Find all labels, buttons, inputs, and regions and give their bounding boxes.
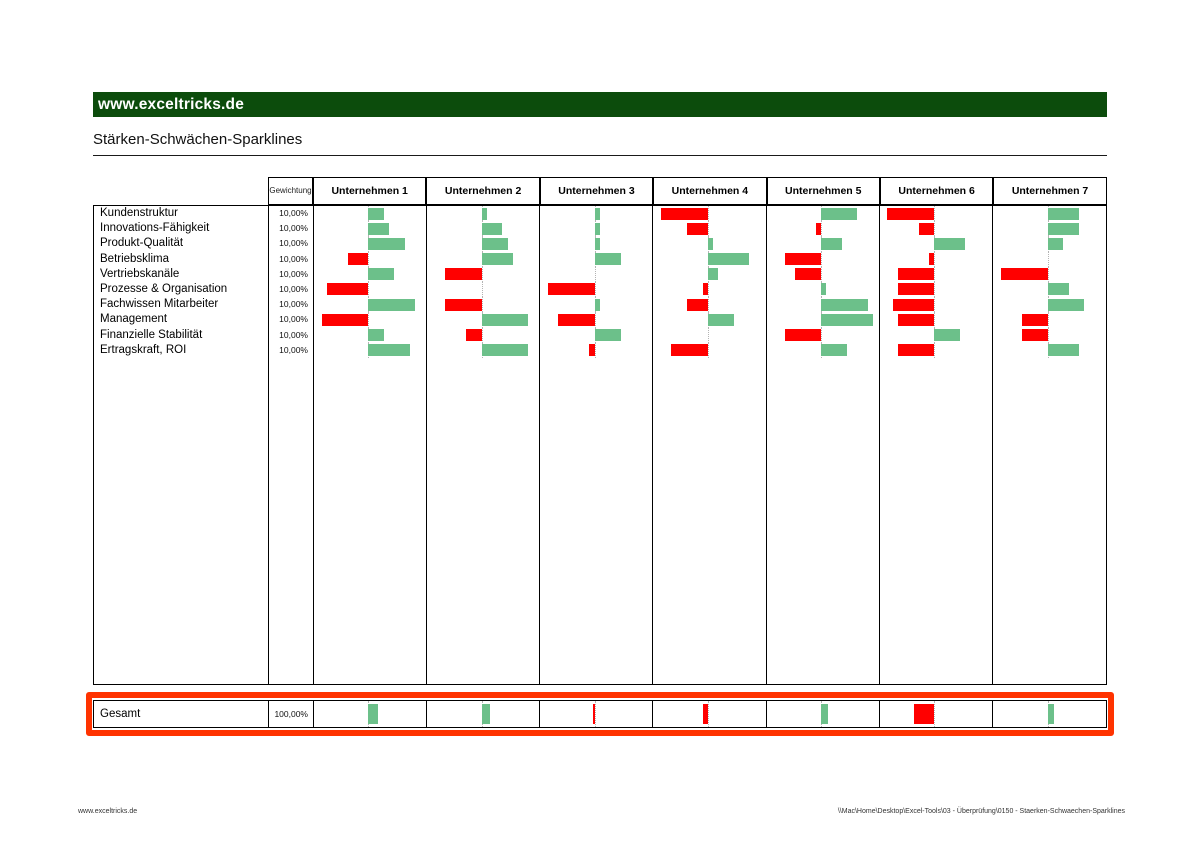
sparkline-cell [540,282,653,297]
sparkline-cell [653,282,766,297]
sparkline-bar [368,208,384,220]
page-title: Stärken-Schwächen-Sparklines [93,131,303,148]
row-label: Fachwissen Mitarbeiter [94,297,269,312]
sparkline-bar [816,223,821,235]
site-banner [93,92,1107,117]
sparkline-cell [314,252,427,267]
sparkline-cell [314,701,427,727]
sparkline-cell [314,297,427,312]
sparkline-bar [708,253,750,265]
sparkline-bar [1048,344,1079,356]
sparkline-bar [703,704,708,724]
filler-cell [653,358,766,684]
axis-line [934,206,935,221]
sparkline-cell [427,312,540,327]
axis-line [708,206,709,221]
sparkline-cell [993,282,1106,297]
row-weight: 10,00% [269,221,314,236]
weight-column-header: Gewichtung [268,177,313,205]
company-header: Unternehmen 4 [653,177,766,205]
sparkline-bar [1048,208,1079,220]
sparkline-cell [880,282,993,297]
sparkline-bar [934,329,960,341]
sparkline-cell [427,236,540,251]
sparkline-bar [821,208,857,220]
sparkline-cell [653,297,766,312]
sparkline-cell [427,328,540,343]
row-weight: 10,00% [269,267,314,282]
sparkline-cell [767,701,880,727]
sparkline-bar [898,268,934,280]
filler-cell [767,358,880,684]
axis-line [821,252,822,267]
axis-line [708,701,709,727]
sparkline-bar [785,329,821,341]
sparkline-bar [898,283,934,295]
sparkline-cell [880,701,993,727]
sparkline-cell [427,206,540,221]
sparkline-bar [466,329,482,341]
sparkline-cell [427,701,540,727]
row-label: Prozesse & Organisation [94,282,269,297]
sparkline-cell [540,252,653,267]
sparkline-bar [368,268,394,280]
sparkline-bar [595,253,621,265]
sparkline-bar [548,283,595,295]
axis-line [934,343,935,358]
sparkline-cell [993,252,1106,267]
sparkline-cell [880,328,993,343]
sparkline-cell [427,343,540,358]
sparkline-bar [482,223,503,235]
axis-line [708,297,709,312]
sparkline-cell [880,221,993,236]
row-label: Management [94,312,269,327]
sparkline-bar [595,223,600,235]
axis-line [1048,328,1049,343]
table-header-row [268,177,1107,205]
sparkline-cell [427,282,540,297]
title-underline [93,155,1107,156]
axis-line [934,221,935,236]
row-weight: 10,00% [269,206,314,221]
filler-cell [269,358,314,684]
sparkline-cell [540,701,653,727]
sparkline-cell [653,343,766,358]
total-label: Gesamt [94,701,269,727]
sparkline-bar [687,223,708,235]
sparkline-cell [540,328,653,343]
sparkline-bar [558,314,594,326]
sparkline-bar [348,253,369,265]
sparkline-bar [482,238,508,250]
sparkline-cell [767,221,880,236]
sparkline-table [93,205,1107,685]
axis-line [934,267,935,282]
sparkline-cell [993,206,1106,221]
sparkline-bar [795,268,821,280]
sparkline-cell [314,267,427,282]
sparkline-cell [880,312,993,327]
sparkline-bar [821,238,842,250]
sparkline-bar [589,344,594,356]
filler-cell [94,358,269,684]
sparkline-bar [821,283,826,295]
sparkline-bar [368,704,377,724]
sparkline-cell [540,267,653,282]
sparkline-bar [322,314,369,326]
filler-cell [427,358,540,684]
company-header: Unternehmen 2 [426,177,539,205]
sparkline-cell [427,221,540,236]
axis-line [1048,252,1049,267]
sparkline-bar [687,299,708,311]
sparkline-cell [993,297,1106,312]
sparkline-cell [993,221,1106,236]
row-label: Ertragskraft, ROI [94,343,269,358]
axis-line [821,221,822,236]
row-weight: 10,00% [269,312,314,327]
axis-line [708,343,709,358]
axis-line [708,328,709,343]
sparkline-bar [327,283,369,295]
sparkline-bar [785,253,821,265]
sparkline-cell [993,312,1106,327]
sparkline-cell [767,206,880,221]
sparkline-bar [1048,299,1084,311]
axis-line [368,312,369,327]
row-label: Produkt-Qualität [94,236,269,251]
sparkline-bar [1048,283,1069,295]
sparkline-cell [767,236,880,251]
axis-line [821,328,822,343]
axis-line [708,282,709,297]
axis-line [368,252,369,267]
axis-line [821,267,822,282]
row-weight: 10,00% [269,328,314,343]
sparkline-cell [767,328,880,343]
sparkline-bar [914,704,934,724]
footer-left-text: www.exceltricks.de [78,808,138,815]
axis-line [1048,267,1049,282]
sparkline-bar [1048,704,1055,724]
total-row [93,700,1107,728]
sparkline-bar [671,344,707,356]
filler-cell [993,358,1106,684]
sparkline-cell [314,236,427,251]
sparkline-cell [314,221,427,236]
sparkline-cell [314,312,427,327]
axis-line [482,267,483,282]
axis-line [708,221,709,236]
sparkline-cell [993,343,1106,358]
sparkline-bar [368,238,404,250]
axis-line [482,297,483,312]
sparkline-cell [427,252,540,267]
row-weight: 10,00% [269,282,314,297]
sparkline-cell [314,282,427,297]
sparkline-bar [595,238,600,250]
axis-line [934,297,935,312]
sparkline-bar [703,283,708,295]
sparkline-bar [445,299,481,311]
sparkline-bar [893,299,935,311]
axis-line [934,282,935,297]
sparkline-bar [708,268,718,280]
axis-line [934,312,935,327]
sparkline-bar [482,208,487,220]
sparkline-cell [880,267,993,282]
sparkline-bar [1048,223,1079,235]
sparkline-cell [540,206,653,221]
sparkline-cell [653,701,766,727]
sparkline-bar [821,299,868,311]
sparkline-bar [661,208,708,220]
filler-cell [314,358,427,684]
filler-cell [540,358,653,684]
sparkline-bar [368,344,410,356]
company-header: Unternehmen 6 [880,177,993,205]
sparkline-cell [653,221,766,236]
row-label: Innovations-Fähigkeit [94,221,269,236]
sparkline-cell [540,312,653,327]
sparkline-cell [767,282,880,297]
sparkline-cell [540,343,653,358]
sparkline-cell [880,206,993,221]
sparkline-cell [653,252,766,267]
sparkline-cell [880,252,993,267]
sparkline-bar [1001,268,1048,280]
sparkline-bar [934,238,965,250]
axis-line [368,282,369,297]
sparkline-bar [368,223,389,235]
sparkline-cell [880,297,993,312]
axis-line [482,282,483,297]
sparkline-bar [898,314,934,326]
axis-line [934,252,935,267]
sparkline-bar [887,208,934,220]
row-weight: 10,00% [269,343,314,358]
filler-cell [880,358,993,684]
sparkline-bar [368,299,415,311]
sparkline-cell [767,312,880,327]
sparkline-cell [653,236,766,251]
footer-file-path: \\Mac\Home\Desktop\Excel-Tools\03 - Überprüfung\0150 - Staerken-Schwaechen-Sparklines [837,808,1125,815]
sparkline-bar [821,704,828,724]
row-label: Finanzielle Stabilität [94,328,269,343]
sparkline-bar [1048,238,1064,250]
sparkline-bar [1022,329,1048,341]
row-weight: 10,00% [269,297,314,312]
axis-line [595,312,596,327]
sparkline-bar [593,704,595,724]
total-weight: 100,00% [269,701,314,727]
sparkline-bar [821,314,873,326]
axis-line [595,267,596,282]
sparkline-bar [368,329,384,341]
sparkline-cell [767,252,880,267]
axis-line [595,282,596,297]
axis-line [595,701,596,727]
row-weight: 10,00% [269,252,314,267]
row-label: Vertriebskanäle [94,267,269,282]
axis-line [934,701,935,727]
sparkline-bar [708,314,734,326]
sparkline-bar [482,253,513,265]
sparkline-cell [540,221,653,236]
axis-line [1048,312,1049,327]
sparkline-cell [653,312,766,327]
company-header: Unternehmen 3 [540,177,653,205]
axis-line [595,343,596,358]
sparkline-bar [482,344,529,356]
sparkline-cell [540,236,653,251]
company-header: Unternehmen 1 [313,177,426,205]
sparkline-cell [767,267,880,282]
sparkline-bar [821,344,847,356]
sparkline-bar [919,223,935,235]
sparkline-cell [427,267,540,282]
company-header: Unternehmen 5 [767,177,880,205]
sparkline-cell [767,343,880,358]
row-label: Betriebsklima [94,252,269,267]
sparkline-bar [595,329,621,341]
sparkline-bar [482,704,491,724]
sparkline-cell [993,236,1106,251]
row-weight: 10,00% [269,236,314,251]
sparkline-cell [993,328,1106,343]
sparkline-cell [767,297,880,312]
sparkline-bar [1022,314,1048,326]
sparkline-cell [880,236,993,251]
sparkline-cell [993,267,1106,282]
sparkline-cell [427,297,540,312]
sparkline-bar [898,344,934,356]
sparkline-cell [653,328,766,343]
sparkline-cell [540,297,653,312]
sparkline-cell [314,343,427,358]
sparkline-bar [708,238,713,250]
sparkline-cell [653,267,766,282]
row-label: Kundenstruktur [94,206,269,221]
sparkline-bar [482,314,529,326]
company-header: Unternehmen 7 [993,177,1106,205]
sparkline-cell [880,343,993,358]
sparkline-bar [929,253,934,265]
axis-line [482,328,483,343]
sparkline-cell [314,328,427,343]
sparkline-cell [653,206,766,221]
site-url: www.exceltricks.de [98,96,245,113]
sparkline-bar [595,208,600,220]
sparkline-cell [993,701,1106,727]
sparkline-bar [595,299,600,311]
sparkline-bar [445,268,481,280]
sparkline-cell [314,206,427,221]
